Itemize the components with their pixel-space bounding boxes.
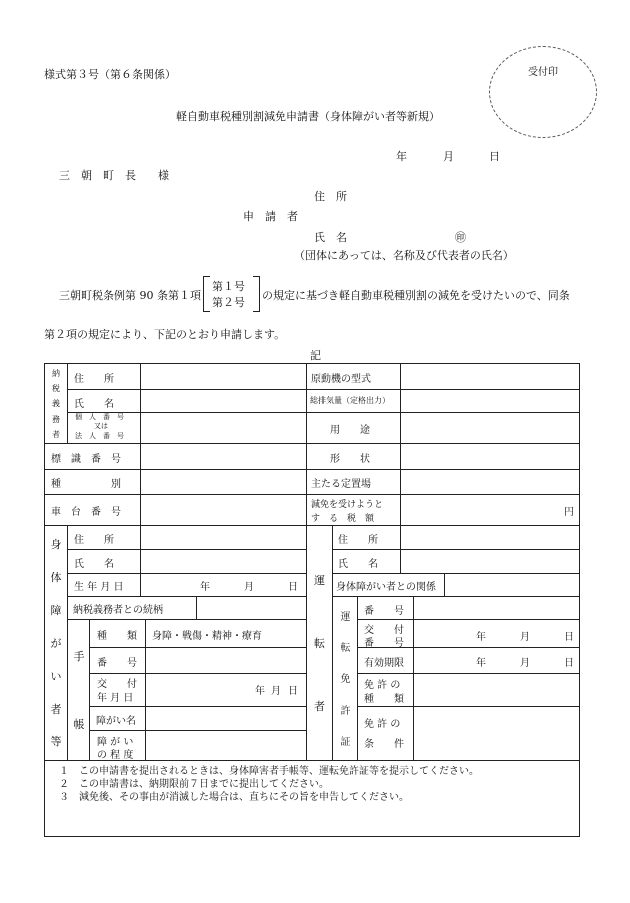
license-issue-day: 日 bbox=[564, 632, 574, 643]
license-group-label: 運 転 免 許 証 bbox=[340, 612, 351, 748]
handbook-issue-label-1: 交 付 bbox=[97, 679, 137, 690]
individual-number-label: 個 人 番 号 bbox=[75, 413, 124, 421]
license-number-label: 番 号 bbox=[364, 606, 404, 617]
license-issue-label-2: 番 号 bbox=[364, 638, 404, 649]
handbook-kind-label: 種 類 bbox=[97, 631, 137, 642]
shape-label: 形 状 bbox=[330, 454, 370, 465]
license-kind-label-2: 種 類 bbox=[364, 694, 404, 705]
storage-place-label: 主たる定置場 bbox=[311, 479, 371, 490]
license-valid-day: 日 bbox=[564, 658, 574, 669]
exempt-tax-label-1: 減免を受けようと bbox=[311, 500, 384, 510]
relation-to-taxpayer-label: 納税義務者との続柄 bbox=[73, 605, 163, 616]
option-1: 第１号 bbox=[212, 280, 245, 293]
displacement-label: 総排気量（定格出力） bbox=[310, 396, 390, 405]
disability-degree-label-1: 障 が い bbox=[97, 737, 134, 748]
or-label: 又は bbox=[94, 422, 108, 430]
birth-year: 年 bbox=[200, 582, 210, 593]
date-month: 月 bbox=[443, 150, 454, 163]
handbook-issue-month: 月 bbox=[271, 686, 281, 697]
driver-name-label: 氏 名 bbox=[338, 559, 378, 570]
driver-address-label: 住 所 bbox=[338, 535, 378, 546]
form-number: 様式第３号（第６条関係） bbox=[44, 68, 176, 81]
license-kind-label-1: 免 許 の bbox=[364, 680, 401, 691]
note-2: ２ この申請書は、納期限前７日までに提出してください。 bbox=[59, 779, 329, 790]
page-title: 軽自動車税種別割減免申請書（身体障がい者等新規） bbox=[176, 110, 440, 123]
body-line1-suffix: の規定に基づき軽自動車税種別割の減免を受けたいので、同条 bbox=[262, 289, 570, 302]
license-issue-month: 月 bbox=[520, 632, 530, 643]
ki-heading: 記 bbox=[310, 349, 321, 362]
handbook-issue-year: 年 bbox=[255, 686, 265, 697]
yen-unit: 円 bbox=[564, 507, 574, 518]
option-2: 第２号 bbox=[212, 296, 245, 309]
license-valid-year: 年 bbox=[476, 658, 486, 669]
disabled-birthdate-label: 生 年 月 日 bbox=[74, 582, 124, 593]
stamp-label: 受付印 bbox=[528, 67, 558, 78]
license-issue-label-1: 交 付 bbox=[364, 625, 404, 636]
date-day: 日 bbox=[489, 150, 500, 163]
engine-model-label: 原動機の型式 bbox=[311, 374, 371, 385]
disability-name-label: 障がい名 bbox=[96, 716, 136, 727]
note-1: １ この申請書を提出されるときは、身体障害者手帳等、運転免許証等を提示してください。 bbox=[59, 766, 479, 777]
disabled-name-label: 氏 名 bbox=[74, 559, 114, 570]
license-valid-month: 月 bbox=[520, 658, 530, 669]
date-year: 年 bbox=[396, 150, 407, 163]
license-condition-label-2: 条 件 bbox=[364, 739, 404, 750]
corporate-number-label: 法 人 番 号 bbox=[75, 432, 124, 440]
handbook-group-label: 手 帳 bbox=[73, 650, 85, 731]
body-line2: 第２項の規定により、下記のとおり申請します。 bbox=[44, 328, 286, 341]
use-label: 用 途 bbox=[330, 425, 370, 436]
name-label: 氏 名 bbox=[314, 231, 347, 244]
seal-mark: ㊞ bbox=[455, 231, 466, 244]
license-issue-year: 年 bbox=[476, 632, 486, 643]
address-label: 住 所 bbox=[314, 190, 347, 203]
taxpayer-group-label: 納 税 義 務 者 bbox=[52, 369, 60, 439]
disabled-person-group-label: 身 体 障 が い 者 等 bbox=[50, 538, 62, 749]
driver-group-label: 運 転 者 bbox=[314, 573, 325, 714]
body-line1-prefix: 三朝町税条例第 90 条第１項 bbox=[59, 289, 201, 302]
plate-number-label: 標 識 番 号 bbox=[51, 454, 121, 465]
type-label: 種 別 bbox=[51, 479, 121, 490]
exempt-tax-label-2: す る 税 額 bbox=[311, 514, 375, 524]
applicant-label: 申 請 者 bbox=[243, 210, 298, 223]
disabled-address-label: 住 所 bbox=[74, 535, 114, 546]
taxpayer-address-label: 住 所 bbox=[74, 374, 114, 385]
birth-month: 月 bbox=[244, 582, 254, 593]
license-condition-label-1: 免 許 の bbox=[364, 719, 401, 730]
license-valid-label: 有効期限 bbox=[364, 658, 404, 669]
handbook-issue-label-2: 年 月 日 bbox=[97, 693, 134, 704]
handbook-number-label: 番 号 bbox=[97, 658, 137, 669]
handbook-kind-options: 身障・戦傷・精神・療育 bbox=[152, 631, 262, 642]
note-3: ３ 減免後、その事由が消滅した場合は、直ちにその旨を申告してください。 bbox=[59, 792, 409, 803]
birth-day: 日 bbox=[288, 582, 298, 593]
taxpayer-name-label: 氏 名 bbox=[74, 399, 114, 410]
relation-to-disabled-label: 身体障がい者との関係 bbox=[336, 582, 436, 593]
group-note: （団体にあっては、名称及び代表者の氏名） bbox=[294, 249, 514, 262]
handbook-issue-day: 日 bbox=[288, 686, 298, 697]
chassis-number-label: 車 台 番 号 bbox=[51, 507, 121, 518]
disability-degree-label-2: の 程 度 bbox=[97, 750, 134, 761]
addressee: 三 朝 町 長 様 bbox=[59, 169, 169, 182]
